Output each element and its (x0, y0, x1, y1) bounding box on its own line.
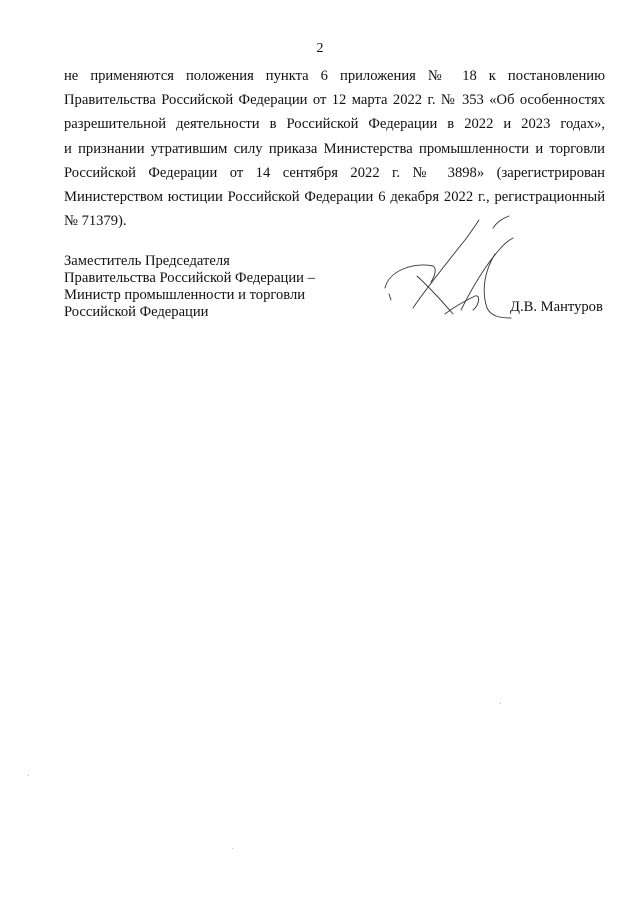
body-line: Министерством юстиции Российской Федерации 6 декабря 2022 г., регистрационный (64, 189, 605, 206)
signatory-title (64, 253, 315, 321)
body-line: Российской Федерации от 14 сентября 2022 г. № 3898» (зарегистрирован (64, 164, 605, 181)
body-line: разрешительной деятельности в Российской Федерации в 2022 и 2023 годах», (64, 116, 605, 133)
body-line: № 71379). (64, 213, 127, 230)
handwritten-signature (375, 210, 525, 325)
signatory-title-line: Российской Федерации (64, 304, 209, 320)
body-line: и признании утратившим силу приказа Министерства промышленности и торговли (64, 140, 605, 157)
scan-speck (232, 848, 233, 849)
page-number: 2 (316, 41, 324, 56)
signatory-name: Д.В. Мантуров (510, 299, 603, 315)
signatory-title-line: Заместитель Председателя (64, 253, 230, 269)
signatory-title-line: Правительства Российской Федерации – (64, 270, 315, 286)
document-body (64, 64, 605, 233)
signatory-title-line: Министр промышленности и торговли (64, 287, 306, 303)
body-line: Правительства Российской Федерации от 12 марта 2022 г. № 353 «Об особенностях (64, 92, 605, 109)
scan-speck (28, 775, 29, 776)
body-line: не применяются положения пункта 6 приложения № 18 к постановлению (64, 68, 605, 84)
scan-speck (500, 703, 501, 704)
